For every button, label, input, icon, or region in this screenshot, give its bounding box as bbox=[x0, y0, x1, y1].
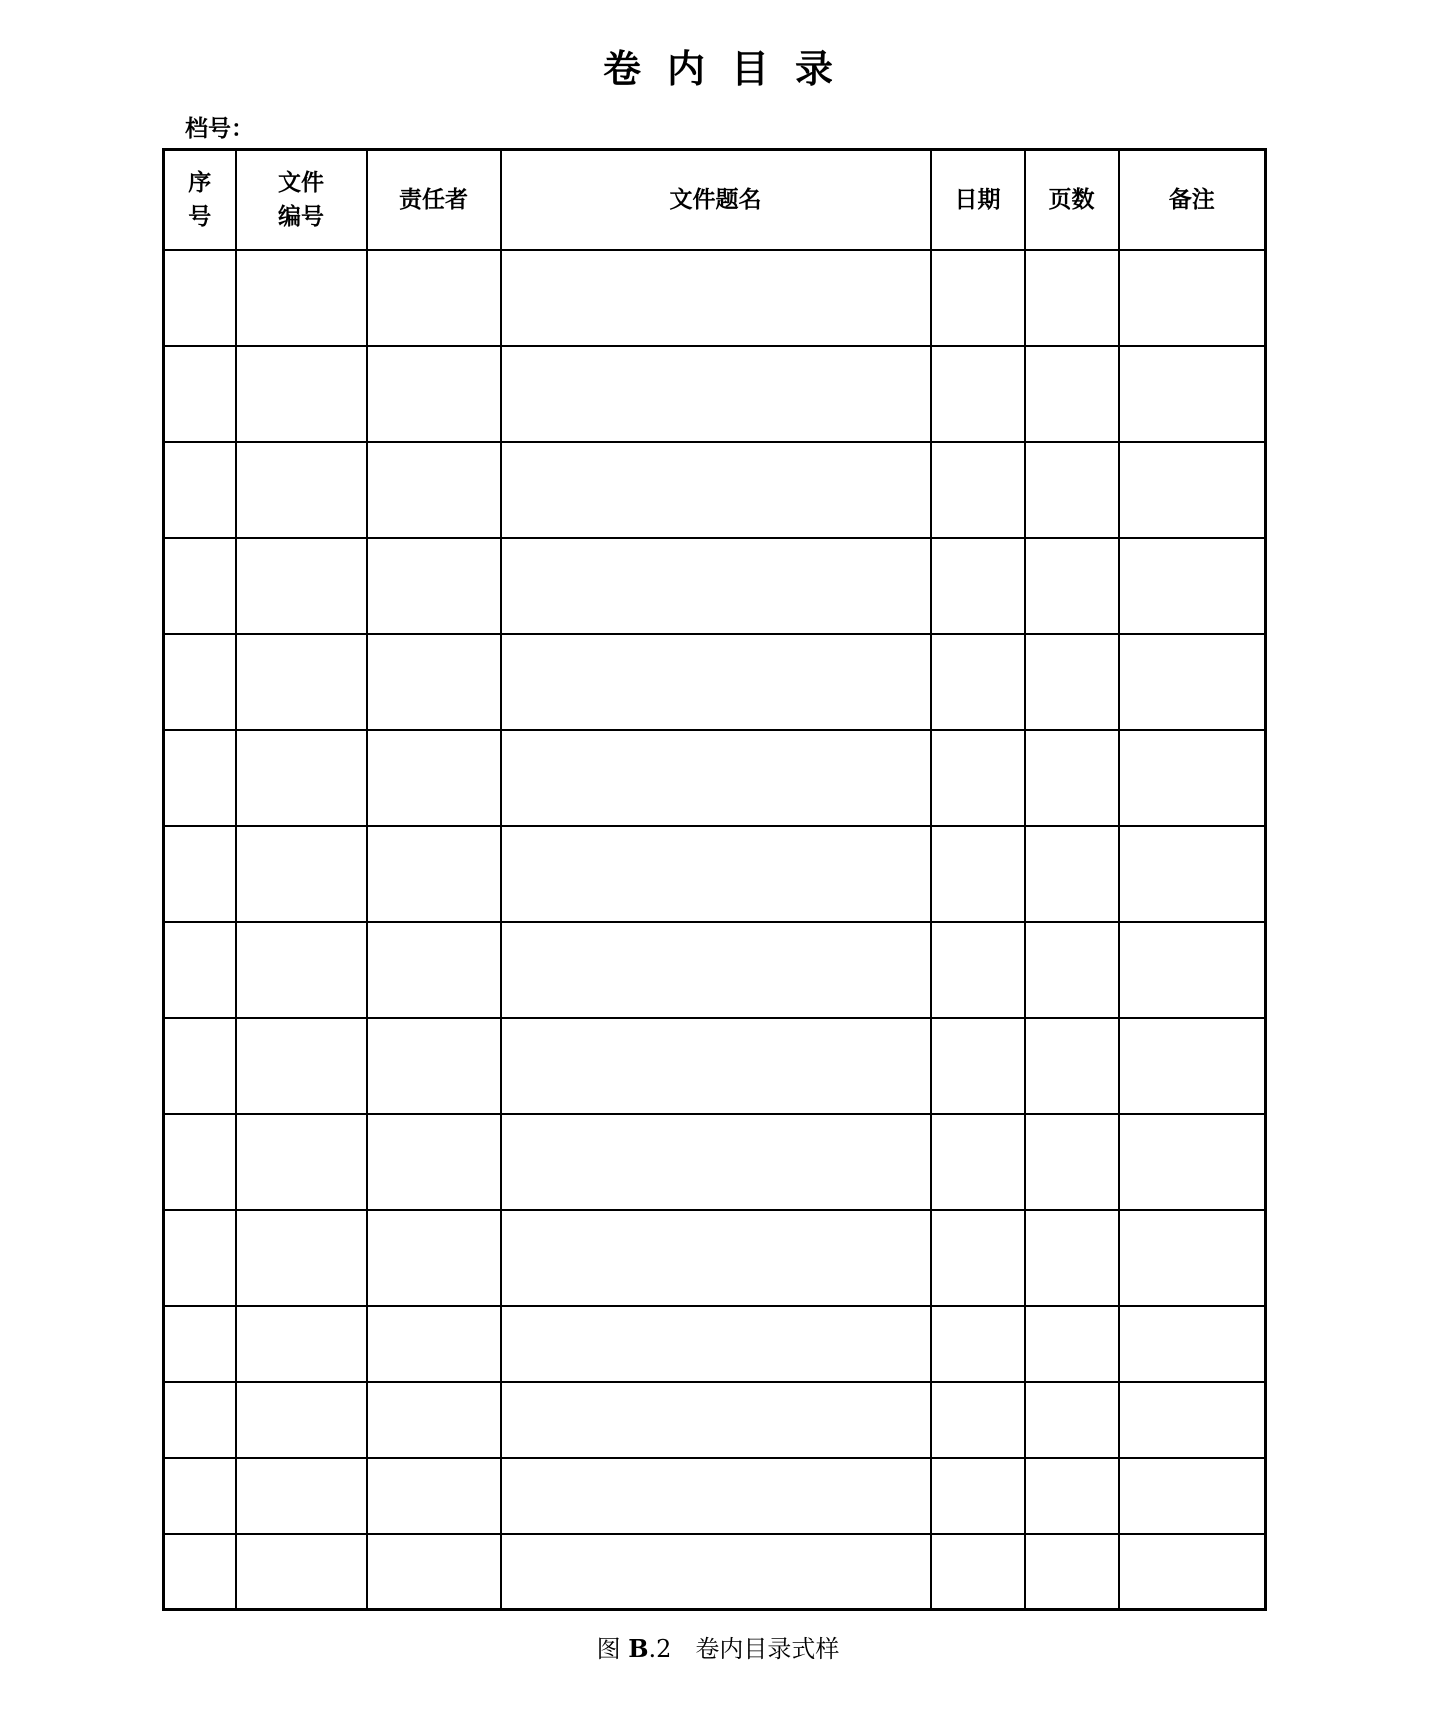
cell-date[interactable] bbox=[931, 1382, 1025, 1458]
cell-pages[interactable] bbox=[1025, 1382, 1119, 1458]
cell-doc-no[interactable] bbox=[236, 1018, 367, 1114]
cell-remarks[interactable] bbox=[1119, 442, 1266, 538]
cell-doc-no[interactable] bbox=[236, 1114, 367, 1210]
cell-doc-title[interactable] bbox=[501, 1210, 931, 1306]
cell-doc-no[interactable] bbox=[236, 730, 367, 826]
cell-doc-title[interactable] bbox=[501, 922, 931, 1018]
cell-responsible[interactable] bbox=[367, 922, 501, 1018]
cell-remarks[interactable] bbox=[1119, 538, 1266, 634]
table-row bbox=[164, 1534, 1266, 1610]
cell-remarks[interactable] bbox=[1119, 1382, 1266, 1458]
cell-responsible[interactable] bbox=[367, 1114, 501, 1210]
cell-pages[interactable] bbox=[1025, 922, 1119, 1018]
cell-seq[interactable] bbox=[164, 634, 236, 730]
cell-date[interactable] bbox=[931, 1018, 1025, 1114]
cell-doc-no[interactable] bbox=[236, 1306, 367, 1382]
cell-doc-title[interactable] bbox=[501, 1306, 931, 1382]
cell-doc-no[interactable] bbox=[236, 346, 367, 442]
cell-pages[interactable] bbox=[1025, 1458, 1119, 1534]
cell-seq[interactable] bbox=[164, 346, 236, 442]
cell-responsible[interactable] bbox=[367, 1018, 501, 1114]
cell-pages[interactable] bbox=[1025, 634, 1119, 730]
cell-date[interactable] bbox=[931, 442, 1025, 538]
cell-pages[interactable] bbox=[1025, 538, 1119, 634]
cell-doc-no[interactable] bbox=[236, 634, 367, 730]
cell-doc-title[interactable] bbox=[501, 826, 931, 922]
cell-doc-no[interactable] bbox=[236, 1534, 367, 1610]
cell-seq[interactable] bbox=[164, 538, 236, 634]
cell-remarks[interactable] bbox=[1119, 730, 1266, 826]
cell-doc-title[interactable] bbox=[501, 442, 931, 538]
table-row bbox=[164, 826, 1266, 922]
table-row bbox=[164, 1018, 1266, 1114]
cell-remarks[interactable] bbox=[1119, 1534, 1266, 1610]
cell-date[interactable] bbox=[931, 634, 1025, 730]
cell-remarks[interactable] bbox=[1119, 1114, 1266, 1210]
cell-date[interactable] bbox=[931, 1210, 1025, 1306]
cell-responsible[interactable] bbox=[367, 1210, 501, 1306]
cell-date[interactable] bbox=[931, 1306, 1025, 1382]
caption-text: 卷内目录式样 bbox=[671, 1635, 840, 1663]
cell-seq[interactable] bbox=[164, 922, 236, 1018]
cell-date[interactable] bbox=[931, 346, 1025, 442]
cell-doc-no[interactable] bbox=[236, 1458, 367, 1534]
page-title: 卷内目录 bbox=[602, 47, 859, 91]
cell-remarks[interactable] bbox=[1119, 826, 1266, 922]
cell-doc-title[interactable] bbox=[501, 1534, 931, 1610]
cell-doc-title[interactable] bbox=[501, 1114, 931, 1210]
column-header-responsible: 责任者 bbox=[367, 150, 501, 250]
cell-date[interactable] bbox=[931, 1114, 1025, 1210]
cell-doc-no[interactable] bbox=[236, 922, 367, 1018]
cell-seq[interactable] bbox=[164, 1458, 236, 1534]
cell-doc-title[interactable] bbox=[501, 1382, 931, 1458]
cell-doc-title[interactable] bbox=[501, 538, 931, 634]
cell-remarks[interactable] bbox=[1119, 1210, 1266, 1306]
cell-remarks[interactable] bbox=[1119, 634, 1266, 730]
cell-seq[interactable] bbox=[164, 1210, 236, 1306]
cell-date[interactable] bbox=[931, 1458, 1025, 1534]
cell-seq[interactable] bbox=[164, 826, 236, 922]
cell-seq[interactable] bbox=[164, 1382, 236, 1458]
cell-doc-title[interactable] bbox=[501, 730, 931, 826]
column-header-doc-title: 文件题名 bbox=[501, 150, 931, 250]
cell-doc-no[interactable] bbox=[236, 1210, 367, 1306]
cell-seq[interactable] bbox=[164, 442, 236, 538]
caption-figure-letter: B bbox=[628, 1634, 649, 1663]
table-row bbox=[164, 634, 1266, 730]
caption-prefix: 图 bbox=[596, 1635, 629, 1663]
cell-date[interactable] bbox=[931, 922, 1025, 1018]
cell-seq[interactable] bbox=[164, 1534, 236, 1610]
cell-pages[interactable] bbox=[1025, 1210, 1119, 1306]
cell-doc-no[interactable] bbox=[236, 538, 367, 634]
cell-responsible[interactable] bbox=[367, 1534, 501, 1610]
cell-doc-title[interactable] bbox=[501, 346, 931, 442]
column-header-seq: 序 号 bbox=[164, 150, 236, 250]
table-row bbox=[164, 346, 1266, 442]
table-row bbox=[164, 1458, 1266, 1534]
cell-date[interactable] bbox=[931, 538, 1025, 634]
cell-remarks[interactable] bbox=[1119, 1306, 1266, 1382]
cell-seq[interactable] bbox=[164, 730, 236, 826]
cell-pages[interactable] bbox=[1025, 1306, 1119, 1382]
table-row bbox=[164, 1306, 1266, 1382]
cell-date[interactable] bbox=[931, 730, 1025, 826]
cell-doc-no[interactable] bbox=[236, 442, 367, 538]
table-row bbox=[164, 1210, 1266, 1306]
cell-doc-title[interactable] bbox=[501, 634, 931, 730]
table-row bbox=[164, 1114, 1266, 1210]
table-row bbox=[164, 250, 1266, 346]
cell-remarks[interactable] bbox=[1119, 250, 1266, 346]
cell-doc-no[interactable] bbox=[236, 826, 367, 922]
catalog-table bbox=[162, 148, 1267, 1611]
cell-remarks[interactable] bbox=[1119, 1018, 1266, 1114]
cell-seq[interactable] bbox=[164, 250, 236, 346]
cell-remarks[interactable] bbox=[1119, 1458, 1266, 1534]
cell-seq[interactable] bbox=[164, 1018, 236, 1114]
cell-doc-no[interactable] bbox=[236, 1382, 367, 1458]
cell-seq[interactable] bbox=[164, 1306, 236, 1382]
table-row bbox=[164, 442, 1266, 538]
column-header-doc-no: 文件 编号 bbox=[236, 150, 367, 250]
cell-pages[interactable] bbox=[1025, 1534, 1119, 1610]
column-header-date: 日期 bbox=[931, 150, 1025, 250]
cell-responsible[interactable] bbox=[367, 538, 501, 634]
table-header-row bbox=[164, 150, 1266, 250]
table-row bbox=[164, 922, 1266, 1018]
cell-doc-no[interactable] bbox=[236, 250, 367, 346]
cell-responsible[interactable] bbox=[367, 1382, 501, 1458]
table-row bbox=[164, 538, 1266, 634]
column-header-remarks: 备注 bbox=[1119, 150, 1266, 250]
cell-pages[interactable] bbox=[1025, 1018, 1119, 1114]
column-header-pages: 页数 bbox=[1025, 150, 1119, 250]
cell-date[interactable] bbox=[931, 1534, 1025, 1610]
cell-responsible[interactable] bbox=[367, 1306, 501, 1382]
cell-responsible[interactable] bbox=[367, 634, 501, 730]
table-body bbox=[164, 250, 1266, 1610]
cell-pages[interactable] bbox=[1025, 346, 1119, 442]
archive-number-label: 档号： bbox=[185, 116, 254, 142]
table-row bbox=[164, 730, 1266, 826]
cell-date[interactable] bbox=[931, 250, 1025, 346]
cell-remarks[interactable] bbox=[1119, 922, 1266, 1018]
cell-responsible[interactable] bbox=[367, 250, 501, 346]
cell-responsible[interactable] bbox=[367, 730, 501, 826]
cell-remarks[interactable] bbox=[1119, 346, 1266, 442]
cell-pages[interactable] bbox=[1025, 1114, 1119, 1210]
cell-doc-title[interactable] bbox=[501, 250, 931, 346]
cell-seq[interactable] bbox=[164, 1114, 236, 1210]
cell-pages[interactable] bbox=[1025, 250, 1119, 346]
cell-pages[interactable] bbox=[1025, 442, 1119, 538]
cell-responsible[interactable] bbox=[367, 1458, 501, 1534]
cell-pages[interactable] bbox=[1025, 730, 1119, 826]
cell-responsible[interactable] bbox=[367, 346, 501, 442]
caption-figure-number: .2 bbox=[648, 1635, 672, 1663]
cell-date[interactable] bbox=[931, 826, 1025, 922]
figure-caption bbox=[0, 1631, 1436, 1667]
cell-responsible[interactable] bbox=[367, 826, 501, 922]
cell-responsible[interactable] bbox=[367, 442, 501, 538]
table-row bbox=[164, 1382, 1266, 1458]
cell-doc-title[interactable] bbox=[501, 1018, 931, 1114]
cell-doc-title[interactable] bbox=[501, 1458, 931, 1534]
cell-pages[interactable] bbox=[1025, 826, 1119, 922]
